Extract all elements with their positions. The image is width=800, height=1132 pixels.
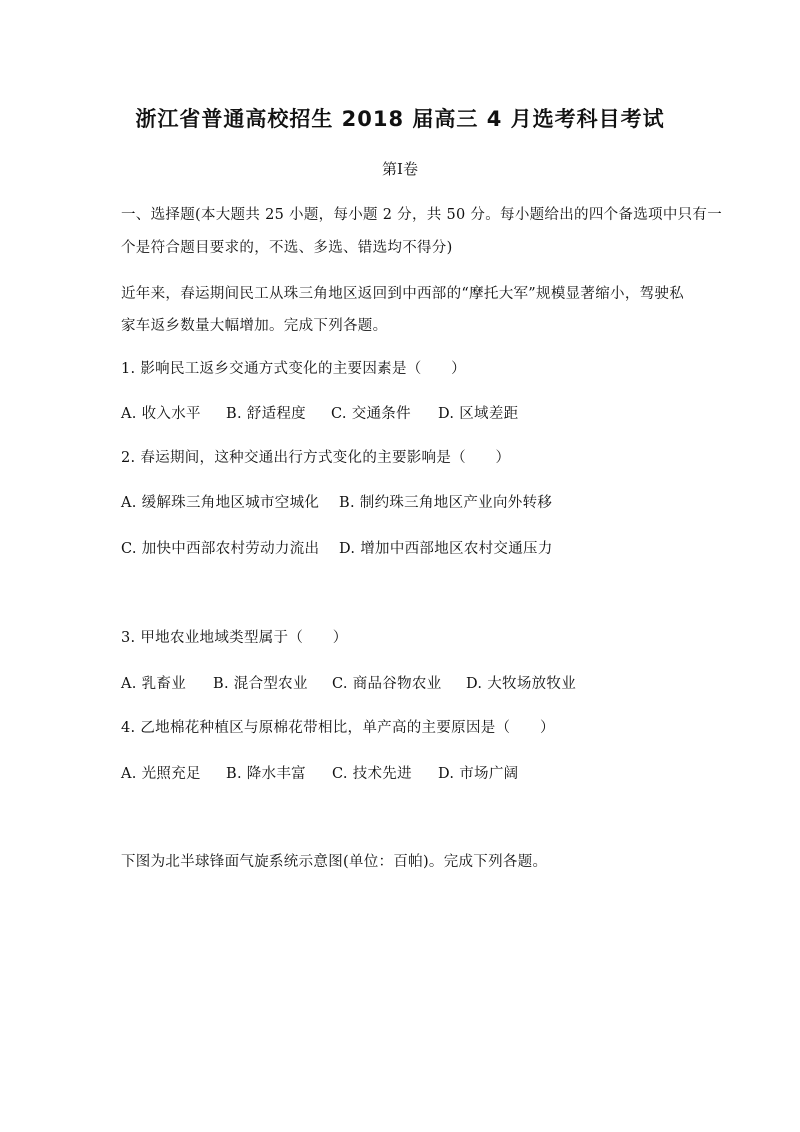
q1-option-c: C. 交通条件 bbox=[331, 406, 411, 422]
question-4-stem: 4. 乙地棉花种植区与原棉花带相比，单产高的主要原因是（ ） bbox=[121, 720, 555, 736]
instructions-line-1: 一、选择题(本大题共 25 小题，每小题 2 分，共 50 分。每小题给出的四个备选项中只有一 bbox=[121, 207, 723, 223]
q3-option-d: D. 大牧场放牧业 bbox=[466, 676, 577, 692]
question-3-stem: 3. 甲地农业地域类型属于（ ） bbox=[121, 630, 348, 646]
q2-option-c: C. 加快中西部农村劳动力流出 bbox=[121, 541, 320, 557]
question-2-stem: 2. 春运期间，这种交通出行方式变化的主要影响是（ ） bbox=[121, 450, 511, 466]
passage-1-line-1: 近年来，春运期间民工从珠三角地区返回到中西部的“摩托大军”规模显著缩小，驾驶私 bbox=[121, 286, 685, 302]
section-heading: 第Ⅰ卷 bbox=[382, 160, 418, 178]
question-2-options-row-1 bbox=[121, 491, 552, 512]
q3-option-b: B. 混合型农业 bbox=[213, 676, 308, 692]
passage-2: 下图为北半球锋面气旋系统示意图(单位：百帕)。完成下列各题。 bbox=[121, 854, 548, 870]
question-3-options bbox=[121, 672, 576, 693]
q1-option-a: A. 收入水平 bbox=[121, 406, 201, 422]
question-1-options bbox=[121, 402, 518, 423]
question-1-stem: 1. 影响民工返乡交通方式变化的主要因素是（ ） bbox=[121, 361, 466, 377]
passage-1-line-2: 家车返乡数量大幅增加。完成下列各题。 bbox=[121, 318, 388, 334]
question-2-options-row-2 bbox=[121, 537, 553, 558]
q1-option-b: B. 舒适程度 bbox=[226, 406, 306, 422]
q4-option-b: B. 降水丰富 bbox=[226, 766, 306, 782]
q3-option-c: C. 商品谷物农业 bbox=[332, 676, 442, 692]
q2-option-b: B. 制约珠三角地区产业向外转移 bbox=[339, 495, 553, 511]
q3-option-a: A. 乳畜业 bbox=[121, 676, 186, 692]
q4-option-c: C. 技术先进 bbox=[332, 766, 412, 782]
q4-option-d: D. 市场广阔 bbox=[438, 766, 519, 782]
instructions-line-2: 个是符合题目要求的，不选、多选、错选均不得分) bbox=[121, 240, 453, 256]
q1-option-d: D. 区域差距 bbox=[438, 406, 519, 422]
q2-option-d: D. 增加中西部地区农村交通压力 bbox=[339, 541, 553, 557]
question-4-options bbox=[121, 762, 518, 783]
q2-option-a: A. 缓解珠三角地区城市空城化 bbox=[121, 495, 320, 511]
q4-option-a: A. 光照充足 bbox=[121, 766, 201, 782]
exam-title: 浙江省普通高校招生 2018 届高三 4 月选考科目考试 bbox=[135, 107, 665, 131]
